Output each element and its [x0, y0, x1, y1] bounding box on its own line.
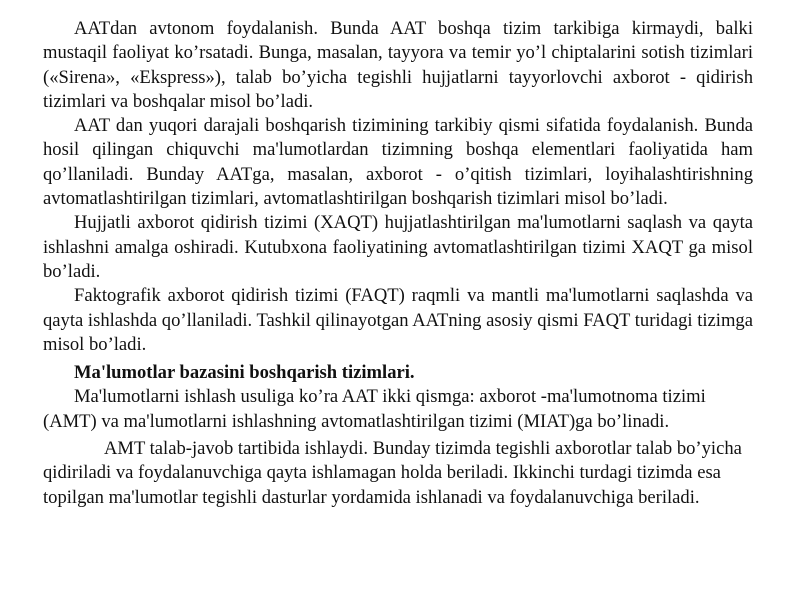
paragraph-amt-description: AMT talab-javob tartibida ishlaydi. Bunday tizimda tegishli axborotlar talab bo’yicha qidiriladi va foydalanuvchiga qayta ishlamagan holda beriladi. Ikkinchi turdagi tizimda esa topilgan ma'lumotlar tegishli dasturlar yordamida ishlanadi va foydalanuvchiga beriladi. — [43, 438, 742, 508]
paragraph-component-use: AAT dan yuqori darajali boshqarish tizimining tarkibiy qismi sifatida foydalanish. Bunda hosil qilingan chiquvchi ma'lumotlardan tizimning boshqa elementlari faoliyatida ham qo’llaniladi. Bunday AATga, masalan, axborot - o’qitish tizimlari, loyihalashtirishning avtomatlashtirilgan tizimlari, avtomatlashtirilgan boshqarish tizimlari misol bo’ladi. — [43, 115, 753, 210]
section-heading: Ma'lumotlar bazasini boshqarish tizimlari. — [74, 362, 415, 384]
paragraph-factographic-system: Faktografik axborot qidirish tizimi (FAQT) raqmli va mantli ma'lumotlarni saqlashda va qayta ishlashda qo’llaniladi. Tashkil qilinayotgan AATning asosiy qismi FAQT turidagi tizimga misol bo’ladi. — [43, 285, 753, 355]
paragraph-documentary-system: Hujjatli axborot qidirish tizimi (XAQT) hujjatlashtirilgan ma'lumotlarni saqlash va qayta ishlashni amalga oshiradi. Kutubxona faoliyatining avtomatlashtirilgan tizimi XAQT ga misol bo’ladi. — [43, 212, 753, 282]
paragraph-autonomous-use: AATdan avtonom foydalanish. Bunda AAT boshqa tizim tarkibiga kirmaydi, balki mustaqil faoliyat ko’rsatadi. Bunga, masalan, tayyora va temir yo’l chiptalarini sotish tizimlari («Sirena», «Ekspress»), talab bo’yicha tegishli hujjatlarni tayyorlovchi axborot - qidirish tizimlari va boshqalar misol bo’ladi. — [43, 18, 753, 112]
document-page — [43, 17, 753, 510]
paragraph-classification: Ma'lumotlarni ishlash usuliga ko’ra AAT ikki qismga: axborot -ma'lumotnoma tizimi (AMT) va ma'lumotlarni ishlashning avtomatlashtirilgan tizimi (MIAT)ga bo’linadi. — [43, 386, 706, 432]
